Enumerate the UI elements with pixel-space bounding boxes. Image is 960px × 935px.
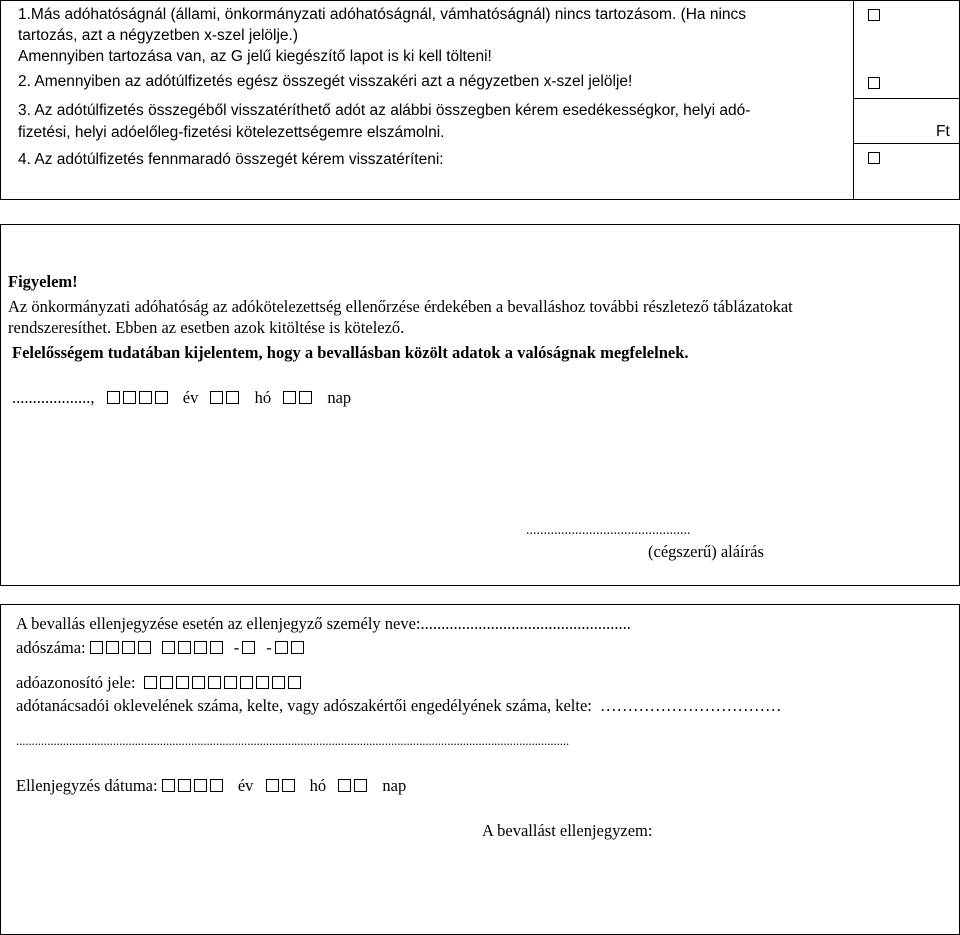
certificate-dots: …………………………… — [600, 696, 782, 715]
month-label: hó — [254, 388, 272, 407]
warning-line1: Az önkormányzati adóhatóság az adókötelezettség ellenőrzése érdekében a bevalláshoz további részletező táblázatokat — [8, 297, 793, 316]
place-dots: ..................., — [12, 388, 95, 407]
declaration-date-row — [12, 389, 351, 408]
countersign-statement: A bevallást ellenjegyzem: — [482, 821, 653, 840]
signature-dots: ............................................... — [526, 523, 691, 538]
countersign-date-row — [16, 777, 406, 796]
countersign-month-label: hó — [309, 776, 327, 795]
tax-number-field[interactable]: - - — [90, 638, 307, 657]
countersign-year-field[interactable] — [162, 776, 226, 795]
year-label: év — [182, 388, 199, 407]
day-field[interactable] — [283, 388, 315, 407]
no-debt-checkbox[interactable] — [868, 9, 880, 21]
day-label: nap — [327, 388, 352, 407]
tax-id-field[interactable] — [144, 673, 304, 692]
item2-text: 2. Amennyiben az adótúlfizetés egész összegét visszakéri azt a négyzetben x-szel jelölje! — [18, 73, 633, 90]
countersign-month-field[interactable] — [266, 776, 298, 795]
warning-line2: rendszeresíthet. Ebben az esetben azok kitöltése is kötelező. — [8, 318, 405, 337]
item1-line2: tartozás, azt a négyzetben x-szel jelölje.) — [18, 27, 298, 44]
item3-line2: fizetési, helyi adóelőleg-fizetési kötelezettségemre elszámolni. — [18, 124, 445, 141]
item1-line3: Amennyiben tartozása van, az G jelű kiegészítő lapot is ki kell tölteni! — [18, 48, 492, 65]
signature-label: (cégszerű) aláírás — [648, 542, 764, 561]
tax-id-label: adóazonosító jele: — [16, 673, 136, 692]
full-refund-checkbox[interactable] — [868, 77, 880, 89]
tax-id-row — [16, 674, 304, 693]
warning-title: Figyelem! — [8, 272, 78, 291]
item4-text: 4. Az adótúlfizetés fennmaradó összegét kérem visszatéríteni: — [18, 151, 444, 168]
item3-line1: 3. Az adótúlfizetés összegéből visszatéríthető adót az alábbi összegben kérem esedékességkor, helyi adó- — [18, 102, 751, 119]
amount-unit: Ft — [936, 123, 950, 140]
remaining-refund-checkbox[interactable] — [868, 152, 880, 164]
countersign-day-field[interactable] — [338, 776, 370, 795]
countersigner-name: A bevallás ellenjegyzése esetén az ellenjegyző személy neve:................................................... — [16, 614, 631, 633]
month-field[interactable] — [210, 388, 242, 407]
item1-line1: 1.Más adóhatóságnál (állami, önkormányzati adóhatóságnál, vámhatóságnál) nincs tartozásom. (Ha nincs — [18, 6, 747, 23]
certificate-label: adótanácsadói oklevelének száma, kelte, vagy adószakértői engedélyének száma, kelte: — [16, 696, 592, 715]
tax-number-label: adószáma: — [16, 638, 86, 657]
column-divider-top — [853, 0, 854, 98]
tax-number-row — [16, 639, 307, 658]
countersign-day-label: nap — [382, 776, 407, 795]
countersign-date-label: Ellenjegyzés dátuma: — [16, 776, 158, 795]
column-divider-bottom — [853, 143, 854, 200]
year-field[interactable] — [107, 388, 171, 407]
certificate-dots-line: ................................................................................................................................................................................. — [16, 734, 570, 748]
declaration-text: Felelősségem tudatában kijelentem, hogy a bevallásban közölt adatok a valóságnak megfelelnek. — [12, 343, 689, 362]
countersign-year-label: év — [237, 776, 254, 795]
certificate-row — [16, 697, 782, 716]
